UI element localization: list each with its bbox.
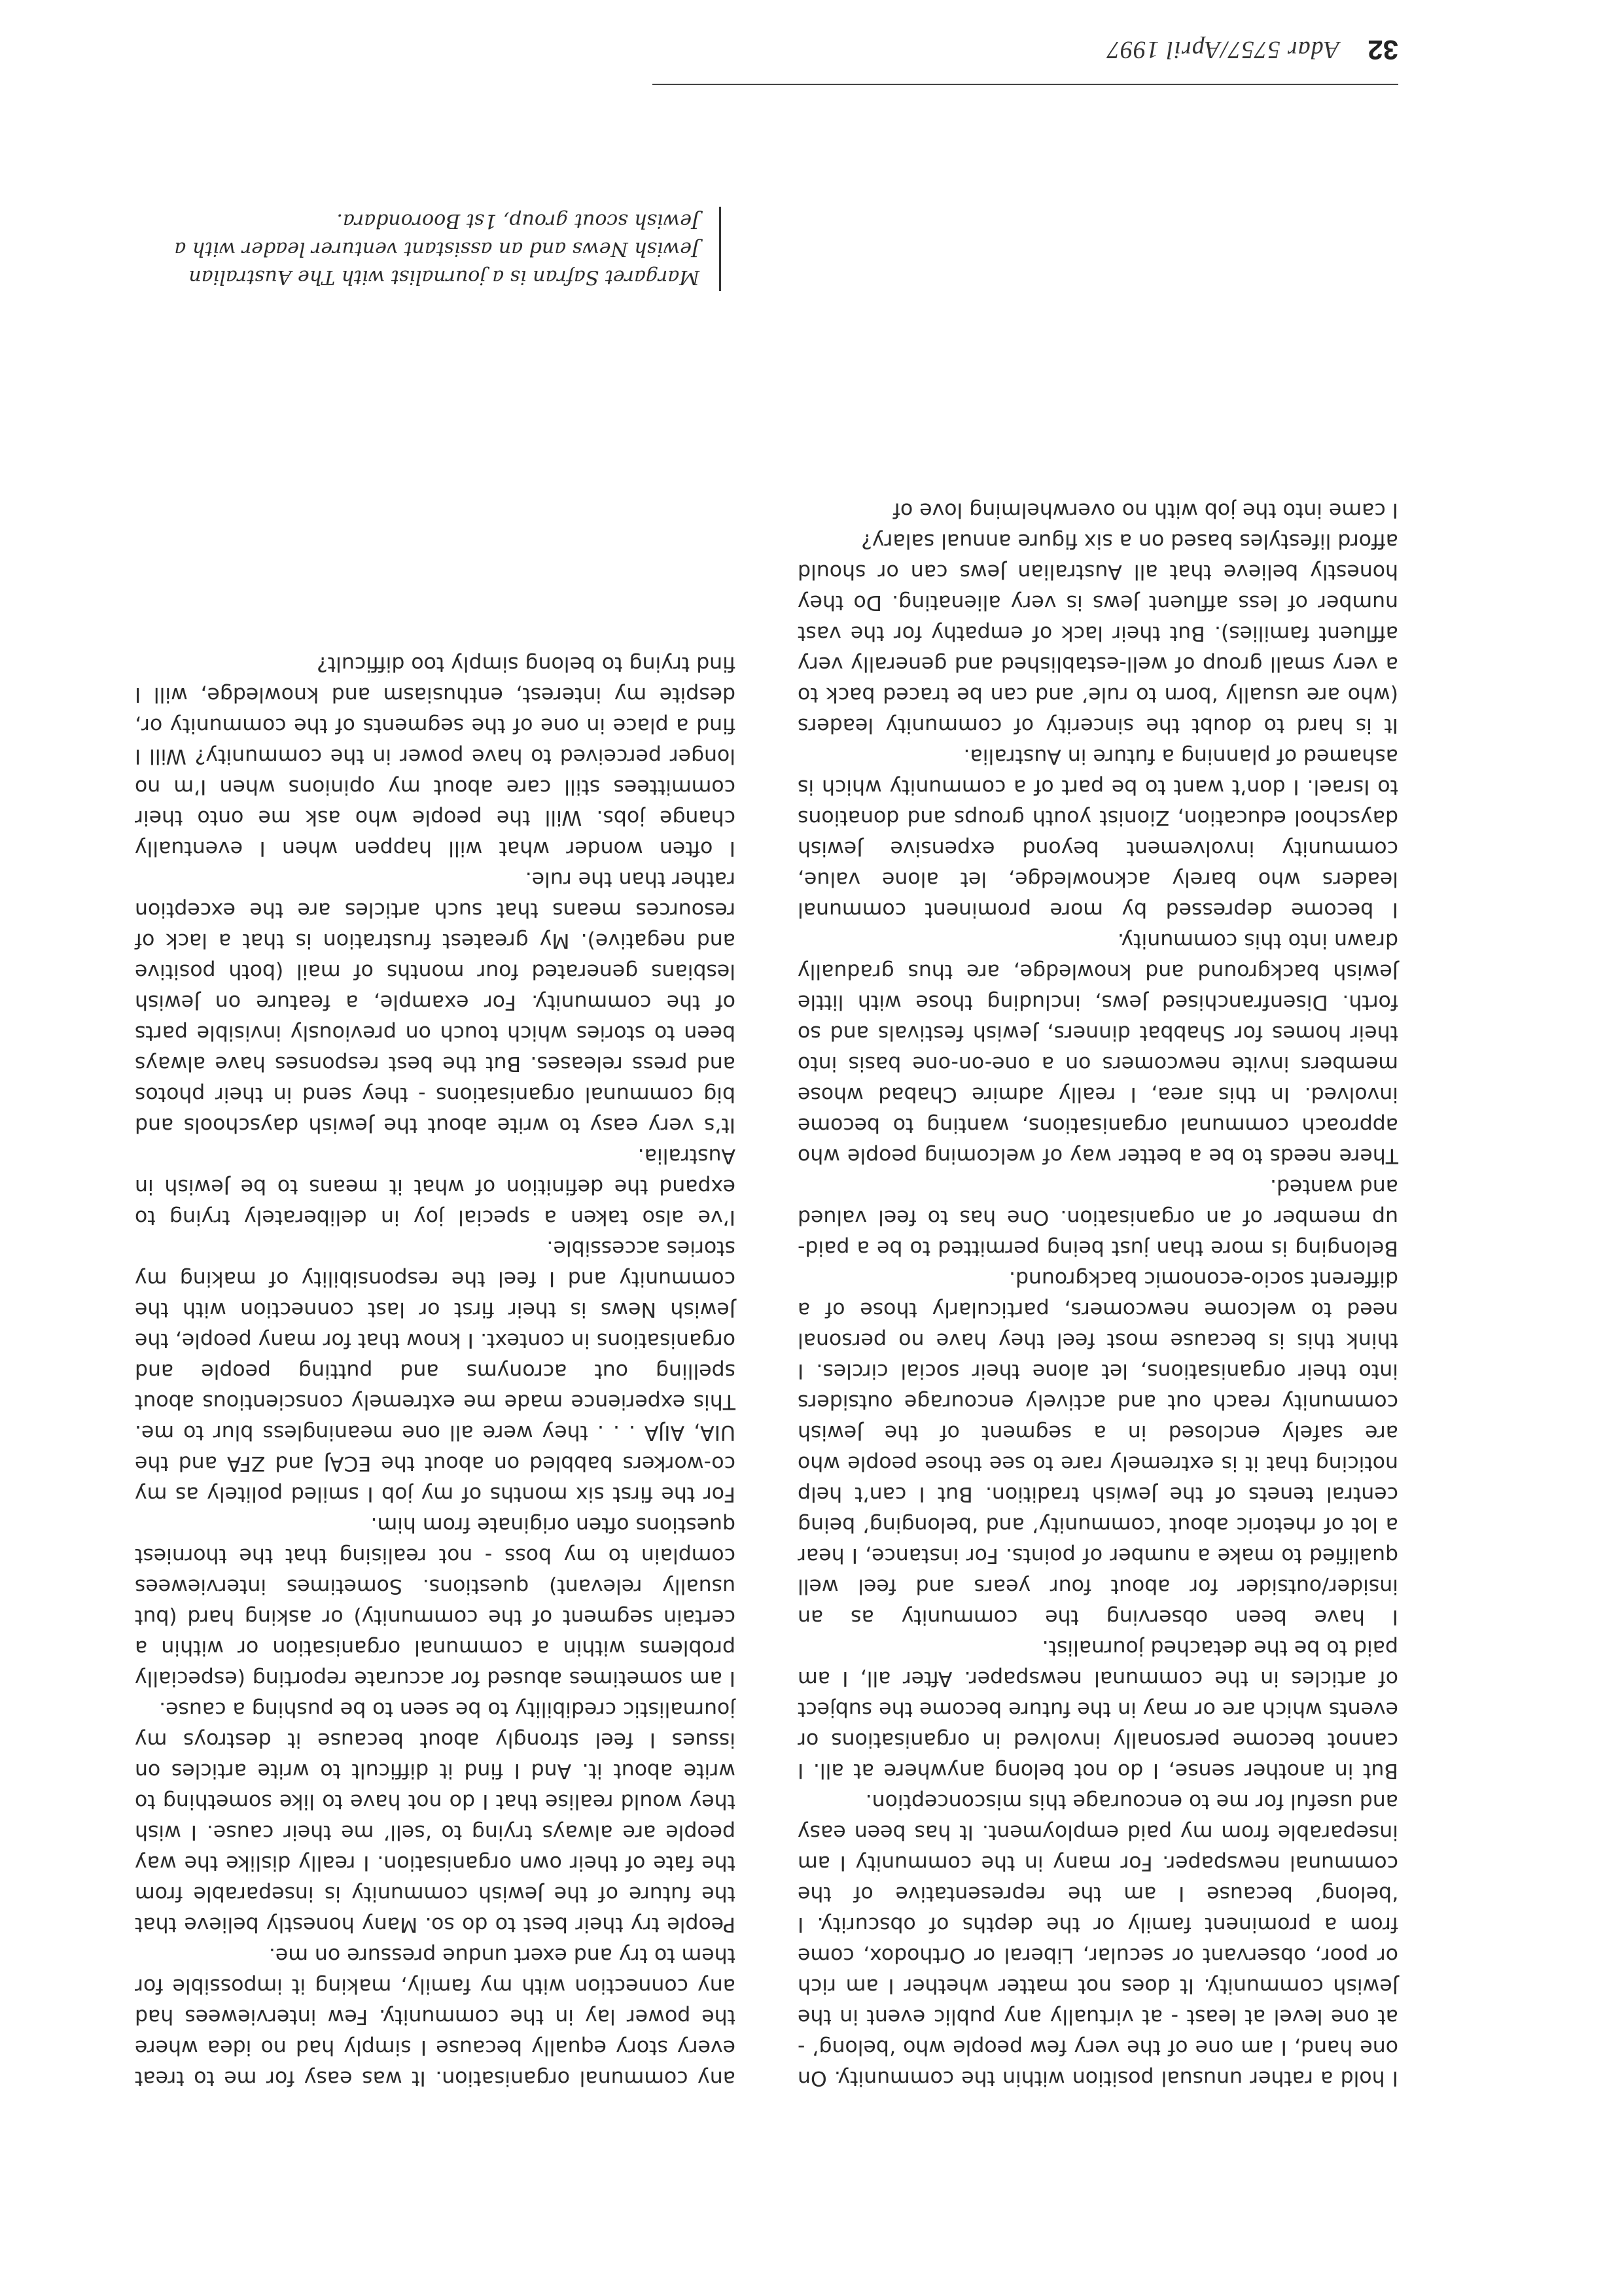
paragraph: I came into the job with no overwhelming love of: [892, 498, 1398, 522]
paragraph: I have been observing the community as an insider/outsider for about four years and feel well qualified to make a number of points. For instance, I hear a lot of rhetoric about ‘community’ and ‘belonging’ being central tenets of the Jewish tradition. But I can’t help noticing that it is extremely rare to see those people who are safely enclosed in a segment of the Jewish community reach out and actively encourage outsiders into their organisations, let alone their social circles. I think this is because most feel they have no personal need to welcome newcomers, particularly those of a different socio-economic background.: [798, 1267, 1398, 1629]
paragraph: Belonging is more than just being permitted to be a paid-up member of an organisation. One has to feel valued and wanted.: [798, 1175, 1398, 1260]
paragraph: I become depressed by more prominent communal leaders who barely acknowledge, let alone value, community involvement beyond expensive Jewish dayschool education, Zionist youth groups and donations to Israel. I don’t want to be part of a community which is ashamed of planning a future in Australia.: [798, 744, 1398, 922]
page-number: 32: [1368, 35, 1398, 65]
paragraph: It is hard to doubt the sincerity of community leaders (who are usually ‘born to rule’ and can be traced back to a very small group of well-established and generally very affluent families). But their lack of empathy for the vast number of less affluent Jews is very alienating. Do they honestly believe that all Australian Jews can or should afford lifestyles based on a six figure annual salary?: [798, 529, 1398, 737]
paragraph: any communal organisation. It was easy for me to treat every story equally because I simply had no idea where the power lay in the community. Few interviewees had any connection with my family, making it impossible for them to try and exert undue pressure on me.: [135, 1943, 735, 2090]
paragraph: It’s very easy to write about the Jewish dayschools and big communal organisations - they send in their photos and press releases. But the best responses have always been to stories which touch on previously invisible parts of the community. For example, a feature on Jewish lesbians generated four months of mail (both positive and negative). My greatest frustration is that a lack of resources means that such articles are the exception rather than the rule.: [135, 867, 735, 1137]
paragraph: People try their best to do so. Many honestly believe that the future of the Jewish community is inseparable from the fate of their own organisation. I really dislike the way people are always trying to ‘sell’ me their cause. I wish they would realise that I do not have to like something to write about it. And I find it difficult to write articles on issues I feel strongly about because it destroys my journalistic credibility to be seen to be pushing a cause.: [135, 1697, 735, 1936]
column-right: [135, 648, 735, 2093]
paragraph: For the first six months of my job I smiled politely as my co-workers babbled on about the ECAJ and ZFA and the UIA, AIJA . . . they were all one meaningless blur to me. This experience made me extremely conscientious about spelling out acronyms and putting people and organisations in context. I know that for many people, the Jewish News is their first or last connection with the community and I feel the responsibility of making my stories accessible.: [135, 1236, 735, 1506]
column-left: [798, 495, 1398, 2093]
paragraph: I am sometimes abused for accurate reporting (especially problems within a communal organisation or within a certain segment of the community) or asking hard (but usually relevant) questions. Sometimes interviewees complain to my boss - not realising that the thorniest questions often originate from him.: [135, 1513, 735, 1690]
paragraph: There needs to be a better way of welcoming people who approach communal organisations, wanting to become involved. In this area, I really admire Chabad whose members invite newcomers on a one-on-one basis into their homes for Shabbat dinners, Jewish festivals and so forth. Disenfranchised Jews, including those with little Jewish background and knowledge, are thus gradually drawn into this community.: [798, 929, 1398, 1168]
paragraph: I often wonder what will happen when I eventually change jobs. Will the people who ask me onto their committees still care about my opinions when I’m no longer perceived to have power in the community? Will I find a place in one of the segments of the community or, despite my interest, enthusiasm and knowledge, will I find trying to belong simply too difficult?: [135, 652, 735, 860]
paragraph: I hold a rather unusual position within the community. On one hand, I am one of the very few people who ‘belong’ - at one level at least - at virtually any public event in the Jewish community. It does not matter whether I am rich or poor, observant or secular, Liberal or Orthodox, come from a prominent family or the depths of obscurity. I ‘belong’ because I am the representative of the communal newspaper. For many in the community I am inseparable from my paid employment. It has been easy and useful for me to encourage this misconception.: [798, 1790, 1398, 2090]
author-bio: Margaret Safran is a journalist with The Australian Jewish News and an assistant venturer leader with a Jewish scout group, 1st Boorondara.: [156, 207, 721, 291]
issue-date: Adar 5757/April 1997: [1106, 36, 1339, 63]
footer-rule: [652, 84, 1398, 85]
paragraph: I’ve also taken a special joy in deliberately trying to expand the definition of what it means to be Jewish in Australia.: [135, 1144, 735, 1229]
paragraph: But in another sense, I do not belong anywhere at all. I cannot become personally involved in organisations or events which are or may in the future become the subject of articles in the communal newspaper. After all, I am paid to be the detached journalist.: [798, 1636, 1398, 1783]
